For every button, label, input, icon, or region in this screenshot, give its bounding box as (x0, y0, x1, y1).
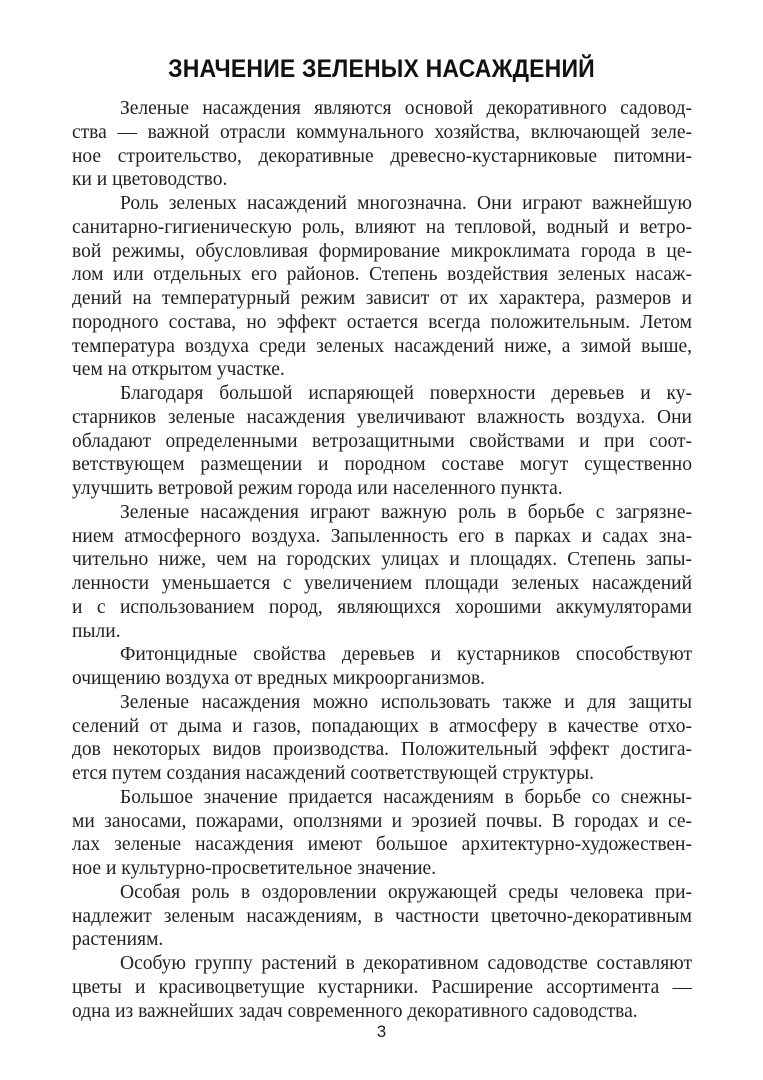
paragraph-line: ки и цветоводство. (72, 169, 228, 191)
paragraph-line: вой режимы, обусловливая формирование микроклимата города в це- (72, 240, 692, 262)
paragraph-line: растениям. (72, 929, 164, 951)
paragraph-line: Особая роль в оздоровлении окружающей среды человека при- (120, 881, 692, 903)
paragraph-line: чем на открытом участке. (72, 359, 285, 381)
paragraph-line: Зеленые насаждения играют важную роль в борьбе с загрязне- (120, 501, 692, 523)
paragraph-line: ное и культурно-просветительное значение. (72, 858, 437, 879)
paragraph-line: породного состава, но эффект остается всегда положительным. Летом (72, 311, 692, 333)
paragraph-line: одна из важнейших задач современного декоративного садоводства. (72, 1000, 638, 1022)
paragraph-line: Роль зеленых насаждений многозначна. Они играют важнейшую (120, 193, 692, 214)
paragraph-line: ное строительство, декоративные древесно-кустарниковые питомни- (72, 145, 692, 167)
paragraph-line: санитарно-гигиеническую роль, влияют на тепловой, водный и ветро- (72, 216, 692, 238)
paragraph-line: и с использованием пород, являющихся хорошими аккумуляторами (72, 596, 692, 618)
paragraph-line: ветствующем размещении и породном составе могут существенно (72, 454, 692, 476)
paragraph-line: ми заносами, пожарами, оползнями и эрозией почвы. В городах и се- (72, 810, 692, 832)
paragraph-line: дов некоторых видов производства. Положительный эффект достига- (72, 739, 692, 761)
paragraph-line: Большое значение придается насаждениям в борьбе со снежны- (120, 786, 692, 808)
paragraph-line: селений от дыма и газов, попадающих в атмосферу в качестве отхо- (72, 715, 692, 737)
paragraph-line: Зеленые насаждения можно использовать также и для защиты (120, 691, 692, 713)
paragraph-line: лом или отдельных его районов. Степень воздействия зеленых насаж- (72, 264, 692, 286)
paragraph-line: чительно ниже, чем на городских улицах и площадях. Степень запы- (72, 549, 692, 571)
paragraph-line: ленности уменьшается с увеличением площади зеленых насаждений (72, 573, 692, 594)
paragraph-line: улучшить ветровой режим города или населенного пункта. (72, 478, 563, 499)
paragraph-line: температура воздуха среди зеленых насаждений ниже, а зимой выше, (72, 335, 692, 357)
paragraph-line: цветы и красивоцветущие кустарники. Расширение ассортимента — (72, 976, 692, 998)
paragraph-line: обладают определенными ветрозащитными свойствами и при соот- (72, 430, 692, 452)
paragraph-line: Благодаря большой испаряющей поверхности деревьев и ку- (120, 383, 692, 404)
paragraph-line: Зеленые насаждения являются основой декоративного садовод- (120, 98, 692, 119)
page-title: ЗНАЧЕНИЕ ЗЕЛЕНЫХ НАСАЖДЕНИЙ (168, 55, 595, 83)
paragraph-line: старников зеленые насаждения увеличивают влажность воздуха. Они (72, 406, 692, 428)
paragraph-line: Фитонцидные свойства деревьев и кустарников способствуют (120, 644, 692, 666)
paragraph-line: нием атмосферного воздуха. Запыленность его в парках и садах зна- (72, 525, 692, 547)
paragraph-line: очищению воздуха от вредных микроорганизмов. (72, 668, 486, 689)
paragraph-line: дений на температурный режим зависит от их характера, размеров и (72, 288, 692, 309)
paragraph-line: ства — важной отрасли коммунального хозяйства, включающей зеле- (72, 121, 692, 143)
page-number: 3 (376, 1022, 387, 1041)
paragraph-line: Особую группу растений в декоративном садоводстве составляют (120, 953, 692, 974)
paragraph-line: ется путем создания насаждений соответствующей структуры. (72, 763, 594, 784)
paragraph-line: лах зеленые насаждения имеют большое архитектурно-художествен- (72, 834, 692, 856)
paragraph-line: пыли. (72, 620, 121, 642)
body-text (72, 97, 692, 1023)
paragraph-line: надлежит зеленым насаждениям, в частности цветочно-декоративным (72, 905, 692, 927)
